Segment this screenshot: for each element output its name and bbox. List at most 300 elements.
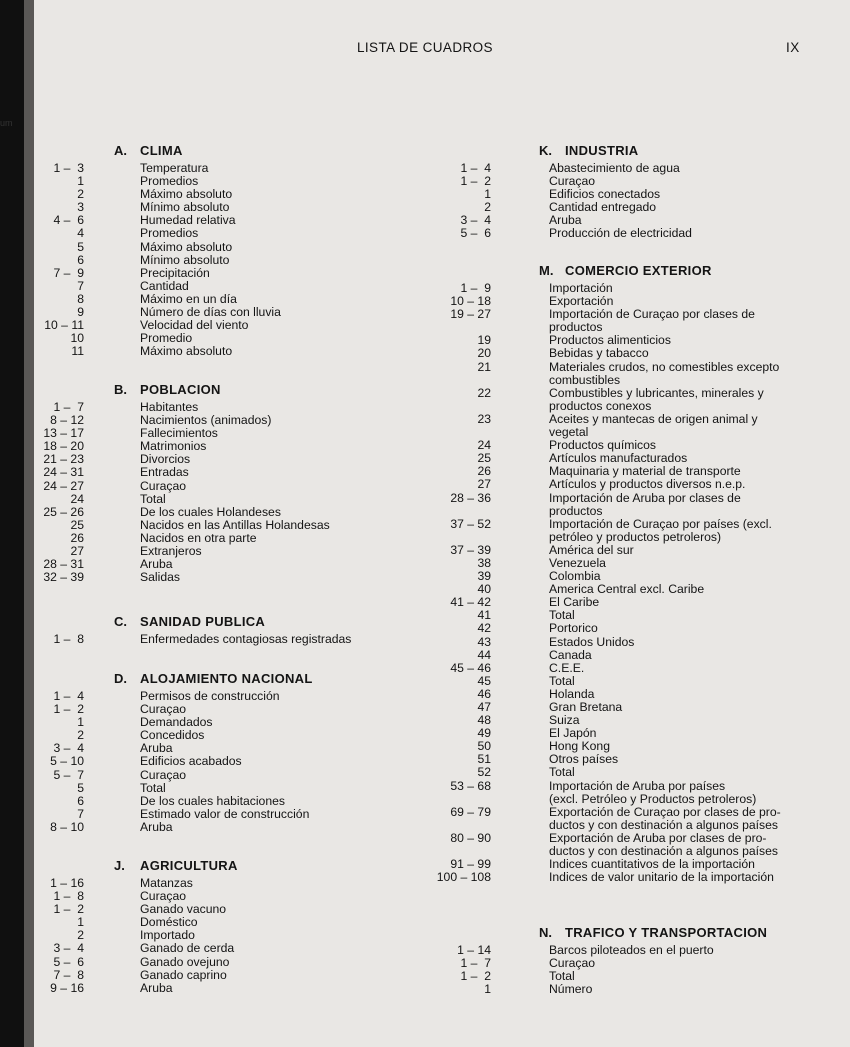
- table-numbers: 32 – 39: [43, 570, 84, 585]
- section-heading: [425, 138, 850, 158]
- table-title: Canada: [549, 647, 592, 662]
- table-title: Aruba: [140, 819, 173, 834]
- table-numbers: 11: [71, 344, 84, 359]
- table-numbers: 41: [477, 608, 491, 623]
- table-entry: [425, 675, 850, 688]
- table-title: (excl. Petróleo y Productos petroleros): [549, 791, 757, 806]
- table-entry: [0, 956, 425, 969]
- table-numbers: 43: [477, 634, 491, 649]
- table-numbers: 2: [77, 928, 84, 943]
- table-entry: [425, 544, 850, 557]
- section-letter: M.: [539, 263, 554, 278]
- table-title: C.E.E.: [549, 660, 585, 675]
- table-title: ductos y con destinación a algunos países: [549, 817, 779, 832]
- table-title: Importado: [140, 928, 195, 943]
- table-numbers: 1: [77, 915, 84, 930]
- table-title: Importación de Curaçao por países (excl.: [549, 516, 772, 531]
- table-entry: [425, 227, 850, 240]
- table-title: Mínimo absoluto: [140, 200, 230, 215]
- section-title: POBLACION: [140, 382, 221, 397]
- table-entry: [425, 766, 850, 779]
- table-title: Indices de valor unitario de la importación: [549, 870, 774, 885]
- table-title: Venezuela: [549, 555, 606, 570]
- table-entry: [0, 254, 425, 267]
- table-entry: [425, 636, 850, 649]
- section-heading: [0, 138, 425, 158]
- table-title: Ganado caprino: [140, 967, 227, 982]
- table-title: Demandados: [140, 715, 213, 730]
- table-title: Nacidos en otra parte: [140, 530, 257, 545]
- table-title: Ganado de cerda: [140, 941, 235, 956]
- table-entry: [0, 241, 425, 254]
- table-entry: [0, 903, 425, 916]
- table-numbers: 7 – 9: [53, 265, 84, 280]
- table-title: Aceites y mantecas de origen animal y: [549, 411, 758, 426]
- table-numbers: 24: [477, 438, 491, 453]
- table-entry: [0, 982, 425, 995]
- table-numbers: 46: [477, 686, 491, 701]
- table-numbers: 5 – 6: [53, 954, 84, 969]
- table-title: Ganado vacuno: [140, 902, 227, 917]
- table-entry: [425, 400, 850, 413]
- table-entry: [425, 308, 850, 321]
- section-poblacion: [0, 377, 425, 584]
- table-title: Abastecimiento de agua: [549, 161, 680, 175]
- table-title: Holanda: [549, 686, 595, 701]
- page-number: IX: [786, 40, 800, 55]
- table-entry: [425, 413, 850, 426]
- table-numbers: 3 – 4: [53, 941, 84, 956]
- table-title: Edificios conectados: [549, 187, 661, 202]
- table-numbers: 1 – 2: [53, 902, 84, 917]
- section-heading: [425, 258, 850, 278]
- table-title: Número de días con lluvia: [140, 305, 281, 320]
- table-title: Extranjeros: [140, 544, 202, 559]
- table-title: Gran Bretana: [549, 700, 623, 714]
- table-numbers: 6: [77, 252, 84, 267]
- table-title: productos: [549, 503, 603, 518]
- table-entry: [0, 755, 425, 768]
- section-letter: N.: [539, 925, 552, 940]
- table-entry: [0, 969, 425, 982]
- table-title: combustibles: [549, 372, 621, 387]
- table-entry: [0, 716, 425, 729]
- table-title: Curaçao: [140, 702, 187, 717]
- table-title: América del sur: [549, 542, 634, 557]
- table-entry: [0, 480, 425, 493]
- table-title: Total: [140, 780, 166, 795]
- section-title: AGRICULTURA: [140, 858, 238, 873]
- table-entry: [425, 622, 850, 635]
- table-numbers: 5 – 10: [50, 754, 84, 769]
- table-entry: [0, 267, 425, 280]
- table-entry: [0, 214, 425, 227]
- table-numbers: 19: [477, 333, 491, 348]
- section-heading: [0, 377, 425, 397]
- table-title: America Central excl. Caribe: [549, 582, 705, 597]
- table-entry: [425, 780, 850, 793]
- table-title: Doméstico: [140, 915, 198, 930]
- table-title: Total: [549, 969, 575, 984]
- table-entry: [425, 662, 850, 675]
- table-numbers: 1 – 4: [53, 689, 84, 703]
- table-numbers: 49: [477, 726, 491, 741]
- table-entry: [425, 983, 850, 996]
- table-title: Portorico: [549, 621, 598, 636]
- table-numbers: 2: [77, 187, 84, 202]
- table-entry: [425, 347, 850, 360]
- table-numbers: 41 – 42: [450, 595, 491, 610]
- table-title: Total: [549, 765, 575, 780]
- table-numbers: 13 – 17: [43, 426, 84, 441]
- table-numbers: 42: [477, 621, 491, 636]
- table-numbers: 1 – 3: [53, 161, 84, 175]
- table-entry: [0, 795, 425, 808]
- table-numbers: 7: [77, 278, 84, 293]
- table-title: Salidas: [140, 570, 180, 585]
- table-numbers: 22: [477, 385, 491, 400]
- table-numbers: 10 – 18: [450, 294, 491, 309]
- table-numbers: [425, 819, 491, 832]
- table-numbers: 25: [477, 451, 491, 466]
- table-numbers: 2: [77, 728, 84, 743]
- table-title: Importación: [549, 281, 613, 295]
- table-title: Entradas: [140, 465, 189, 480]
- table-entry: [0, 633, 425, 646]
- table-numbers: 25 – 26: [43, 504, 84, 519]
- table-entry: [425, 361, 850, 374]
- table-title: Velocidad del viento: [140, 318, 249, 333]
- table-numbers: 47: [477, 700, 491, 714]
- table-title: Productos alimenticios: [549, 333, 671, 348]
- table-entry: [425, 387, 850, 400]
- table-numbers: 1 – 2: [53, 702, 84, 717]
- table-entry: [0, 345, 425, 358]
- table-numbers: 4 – 6: [53, 213, 84, 228]
- table-entry: [0, 916, 425, 929]
- table-numbers: 21: [477, 359, 491, 374]
- table-title: Curaçao: [549, 174, 596, 189]
- table-numbers: 1 – 4: [460, 161, 491, 175]
- section-title: SANIDAD PUBLICA: [140, 614, 266, 629]
- table-entry: [425, 649, 850, 662]
- table-entry: [0, 519, 425, 532]
- table-numbers: [425, 531, 491, 544]
- table-title: Total: [549, 608, 575, 623]
- table-title: Enfermedades contagiosas registradas: [140, 632, 352, 646]
- table-numbers: 9 – 16: [50, 980, 84, 995]
- table-entry: [0, 506, 425, 519]
- table-title: Suiza: [549, 713, 580, 728]
- table-entry: [0, 703, 425, 716]
- table-entry: [425, 871, 850, 884]
- section-title: TRAFICO Y TRANSPORTACION: [565, 925, 768, 940]
- table-title: Colombia: [549, 569, 601, 584]
- table-numbers: 19 – 27: [450, 307, 491, 322]
- section-heading: [0, 666, 425, 686]
- table-title: Hong Kong: [549, 739, 610, 754]
- table-numbers: 1: [484, 982, 491, 997]
- table-entry: [0, 808, 425, 821]
- table-numbers: 24: [70, 491, 84, 506]
- table-title: El Caribe: [549, 595, 600, 610]
- table-title: Máximo absoluto: [140, 187, 233, 202]
- table-title: Ganado ovejuno: [140, 954, 230, 969]
- table-title: Total: [140, 491, 166, 506]
- table-title: Nacidos en las Antillas Holandesas: [140, 517, 330, 532]
- table-numbers: 1 – 2: [460, 969, 491, 984]
- table-title: Cantidad: [140, 278, 189, 293]
- table-numbers: 39: [477, 569, 491, 584]
- table-title: Permisos de construcción: [140, 689, 280, 703]
- table-numbers: 3 – 4: [53, 741, 84, 756]
- table-title: Mínimo absoluto: [140, 252, 230, 267]
- table-numbers: 27: [70, 544, 84, 559]
- table-numbers: 8: [77, 291, 84, 306]
- table-numbers: 1 – 16: [50, 876, 84, 890]
- table-numbers: 24 – 27: [43, 478, 84, 493]
- table-title: Maquinaria y material de transporte: [549, 464, 741, 479]
- margin-text: um: [0, 118, 13, 128]
- table-numbers: 37 – 39: [450, 542, 491, 557]
- table-numbers: 1: [484, 187, 491, 202]
- table-title: Artículos y productos diversos n.e.p.: [549, 477, 746, 492]
- table-numbers: 7 – 8: [53, 967, 84, 982]
- table-numbers: 8 – 10: [50, 819, 84, 834]
- section-heading: [425, 920, 850, 940]
- table-title: petróleo y productos petroleros): [549, 529, 722, 544]
- table-entry: [0, 162, 425, 175]
- table-entry: [425, 478, 850, 491]
- table-title: Bebidas y tabacco: [549, 346, 649, 361]
- table-numbers: 28 – 31: [43, 557, 84, 572]
- table-title: Curaçao: [549, 956, 596, 971]
- table-title: Indices cuantitativos de la importación: [549, 857, 755, 872]
- table-entry: [425, 531, 850, 544]
- table-numbers: 6: [77, 793, 84, 808]
- table-title: Divorcios: [140, 452, 191, 467]
- section-letter: B.: [114, 382, 127, 397]
- table-title: Estimado valor de construcción: [140, 806, 310, 821]
- table-title: Aruba: [140, 557, 173, 572]
- table-numbers: 2: [484, 200, 491, 215]
- table-title: Temperatura: [140, 161, 209, 175]
- table-numbers: 24 – 31: [43, 465, 84, 480]
- section-letter: A.: [114, 143, 127, 158]
- table-title: Fallecimientos: [140, 426, 218, 441]
- table-title: Nacimientos (animados): [140, 413, 272, 428]
- table-numbers: 7: [77, 806, 84, 821]
- table-title: Materiales crudos, no comestibles excepto: [549, 359, 780, 374]
- table-numbers: 80 – 90: [450, 830, 491, 845]
- section-trafico-y-transportacion: [425, 920, 850, 996]
- table-numbers: 51: [477, 752, 491, 767]
- section-heading: [0, 609, 425, 629]
- table-numbers: 3 – 4: [460, 213, 491, 228]
- table-numbers: 10 – 11: [44, 318, 84, 333]
- table-numbers: 5: [77, 780, 84, 795]
- table-title: De los cuales habitaciones: [140, 793, 285, 808]
- table-entry: [0, 466, 425, 479]
- section-industria: [425, 138, 850, 241]
- table-numbers: 1: [77, 174, 84, 189]
- table-title: Matanzas: [140, 876, 193, 890]
- table-title: productos conexos: [549, 398, 652, 413]
- table-numbers: 45: [477, 673, 491, 688]
- section-letter: J.: [114, 858, 125, 873]
- table-numbers: 26: [477, 464, 491, 479]
- table-entry: [0, 942, 425, 955]
- table-numbers: 28 – 36: [450, 490, 491, 505]
- table-entry: [0, 571, 425, 584]
- table-entry: [0, 280, 425, 293]
- table-numbers: [425, 374, 491, 387]
- table-title: Concedidos: [140, 728, 205, 743]
- table-title: Producción de electricidad: [549, 226, 692, 241]
- table-numbers: 21 – 23: [43, 452, 84, 467]
- table-title: Humedad relativa: [140, 213, 236, 228]
- table-numbers: 1 – 9: [460, 281, 491, 295]
- table-numbers: 20: [477, 346, 491, 361]
- section-clima: [0, 138, 425, 358]
- table-numbers: 3: [77, 200, 84, 215]
- table-title: Número: [549, 982, 593, 997]
- table-entry: [425, 518, 850, 531]
- table-title: Importación de Curaçao por clases de: [549, 307, 755, 322]
- section-sanidad-publica: [0, 609, 425, 646]
- page-title: LISTA DE CUADROS: [357, 40, 493, 55]
- table-numbers: 44: [477, 647, 491, 662]
- table-numbers: 1 – 7: [460, 956, 491, 971]
- table-entry: [425, 374, 850, 387]
- table-entry: [425, 819, 850, 832]
- table-numbers: 1 – 7: [53, 400, 84, 414]
- table-numbers: 18 – 20: [43, 439, 84, 454]
- table-title: Combustibles y lubricantes, minerales y: [549, 385, 764, 400]
- table-entry: [425, 793, 850, 806]
- table-title: Importación de Aruba por clases de: [549, 490, 741, 505]
- section-comercio-exterior: [425, 258, 850, 884]
- table-numbers: 25: [70, 517, 84, 532]
- table-numbers: 1: [77, 715, 84, 730]
- table-title: Aruba: [140, 980, 173, 995]
- table-title: Exportación: [549, 294, 614, 309]
- table-entry: [0, 532, 425, 545]
- table-numbers: 40: [477, 582, 491, 597]
- table-title: Estados Unidos: [549, 634, 635, 649]
- table-numbers: 5: [77, 239, 84, 254]
- table-numbers: 9: [77, 305, 84, 320]
- table-numbers: 4: [77, 226, 84, 241]
- table-title: Importación de Aruba por países: [549, 778, 726, 793]
- section-title: COMERCIO EXTERIOR: [565, 263, 712, 278]
- table-entry: [0, 493, 425, 506]
- table-numbers: 52: [477, 765, 491, 780]
- table-numbers: 50: [477, 739, 491, 754]
- table-title: Exportación de Curaçao por clases de pro-: [549, 804, 781, 819]
- table-numbers: [425, 793, 491, 806]
- table-numbers: 1 – 2: [460, 174, 491, 189]
- table-title: Promedios: [140, 226, 199, 241]
- table-numbers: 5 – 7: [53, 767, 84, 782]
- table-numbers: 100 – 108: [436, 870, 491, 885]
- table-title: Cantidad entregado: [549, 200, 657, 215]
- table-title: Curaçao: [140, 478, 187, 493]
- section-heading: [0, 853, 425, 873]
- table-entry: [425, 492, 850, 505]
- table-title: Barcos piloteados en el puerto: [549, 943, 714, 957]
- section-title: CLIMA: [140, 143, 183, 158]
- table-numbers: 69 – 79: [450, 804, 491, 819]
- table-numbers: 23: [477, 411, 491, 426]
- table-entry: [0, 227, 425, 240]
- table-numbers: 48: [477, 713, 491, 728]
- table-title: Máximo absoluto: [140, 239, 233, 254]
- table-numbers: 91 – 99: [450, 857, 491, 872]
- section-letter: K.: [539, 143, 552, 158]
- section-letter: C.: [114, 614, 127, 629]
- table-numbers: 8 – 12: [50, 413, 84, 428]
- table-title: Curaçao: [140, 889, 187, 904]
- table-title: Edificios acabados: [140, 754, 242, 769]
- table-numbers: 26: [70, 530, 84, 545]
- section-letter: D.: [114, 671, 127, 686]
- table-title: Aruba: [140, 741, 173, 756]
- table-title: Otros países: [549, 752, 619, 767]
- table-numbers: 10: [70, 331, 84, 346]
- section-title: ALOJAMIENTO NACIONAL: [140, 671, 313, 686]
- table-numbers: 38: [477, 555, 491, 570]
- table-title: Habitantes: [140, 400, 199, 414]
- table-title: Productos químicos: [549, 438, 657, 453]
- table-title: De los cuales Holandeses: [140, 504, 281, 519]
- table-numbers: 45 – 46: [450, 660, 491, 675]
- table-numbers: 1 – 8: [53, 632, 84, 646]
- table-numbers: [425, 505, 491, 518]
- table-title: ductos y con destinación a algunos países: [549, 844, 779, 859]
- table-title: Total: [549, 673, 575, 688]
- table-title: Artículos manufacturados: [549, 451, 688, 466]
- table-title: El Japón: [549, 726, 597, 741]
- table-title: Precipitación: [140, 265, 210, 280]
- table-numbers: 27: [477, 477, 491, 492]
- table-entry: [0, 821, 425, 834]
- table-title: Máximo en un día: [140, 291, 237, 306]
- table-numbers: 53 – 68: [450, 778, 491, 793]
- table-title: vegetal: [549, 425, 589, 440]
- table-title: Exportación de Aruba por clases de pro-: [549, 830, 767, 845]
- table-title: Máximo absoluto: [140, 344, 233, 359]
- table-title: Promedios: [140, 174, 199, 189]
- table-numbers: 37 – 52: [450, 516, 491, 531]
- table-title: Promedio: [140, 331, 193, 346]
- table-title: Matrimonios: [140, 439, 207, 454]
- table-title: Curaçao: [140, 767, 187, 782]
- table-entry: [0, 782, 425, 795]
- table-numbers: 1 – 14: [457, 943, 491, 957]
- table-entry: [0, 319, 425, 332]
- table-entry: [425, 505, 850, 518]
- section-agricultura: [0, 853, 425, 995]
- table-title: Aruba: [549, 213, 582, 228]
- table-numbers: [425, 400, 491, 413]
- table-title: productos: [549, 320, 603, 335]
- table-entry: [0, 769, 425, 782]
- table-entry: [425, 806, 850, 819]
- section-title: INDUSTRIA: [565, 143, 639, 158]
- table-numbers: 1 – 8: [53, 889, 84, 904]
- section-alojamiento-nacional: [0, 666, 425, 834]
